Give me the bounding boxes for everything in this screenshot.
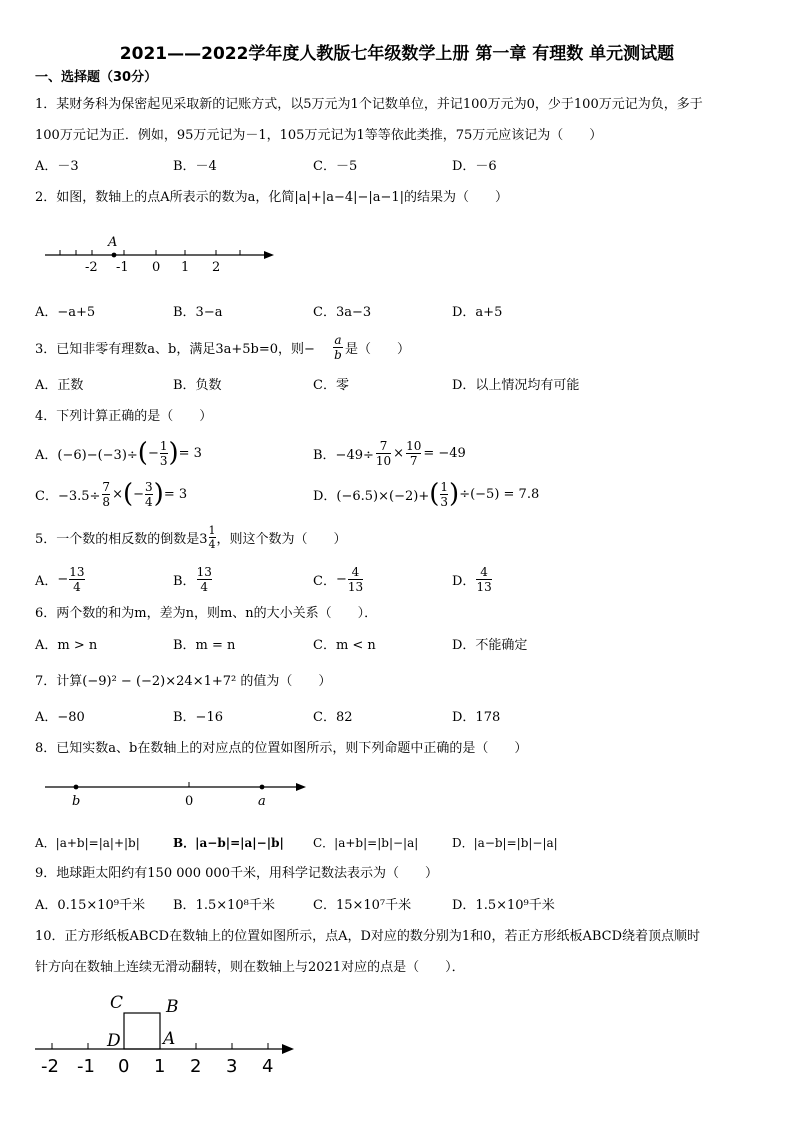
- q4-stem: 4．下列计算正确的是（ ）: [35, 409, 213, 424]
- fraction-num: 7: [102, 479, 111, 494]
- fraction-num: 4: [476, 565, 491, 580]
- sign: −: [57, 571, 69, 587]
- times-sign: ×: [393, 445, 405, 461]
- fraction-den: 4: [200, 579, 209, 594]
- tick-label: 4: [262, 1056, 274, 1077]
- q10-square-diagram: [30, 990, 300, 1080]
- tick-label: 0: [118, 1056, 130, 1077]
- paren-close: ): [449, 479, 460, 509]
- tick-label: 2: [190, 1056, 202, 1077]
- q4-b-text: B．−49÷: [313, 447, 374, 463]
- tick-label: -2: [85, 260, 98, 275]
- q7-option-c: C．82: [313, 710, 353, 725]
- tick-label: 0: [152, 260, 161, 275]
- q3-option-a: A．正数: [35, 378, 84, 393]
- q8-number-line: [40, 775, 310, 810]
- fraction-den: 10: [375, 453, 392, 468]
- paren-open: (: [122, 479, 134, 509]
- q10-stem-line1: 10．正方形纸板ABCD在数轴上的位置如图所示，点A，D对应的数分别为1和0，若正方形纸板ABCD绕着顶点顺时: [35, 929, 701, 944]
- minus-sign: −: [147, 445, 159, 461]
- paren-open: (: [137, 438, 148, 468]
- fraction-den: 13: [347, 579, 364, 594]
- q3-fraction: [333, 333, 343, 362]
- fraction: [376, 439, 391, 468]
- tick-label: -1: [116, 260, 129, 275]
- q8-stem: 8．已知实数a、b在数轴上的对应点的位置如图所示，则下列命题中正确的是（ ）: [35, 741, 528, 756]
- q7-option-d: D．178: [452, 710, 501, 725]
- q7-option-b: B．−16: [173, 710, 223, 725]
- vertex-c-label: C: [110, 993, 124, 1013]
- point-a-dot: [260, 785, 265, 790]
- q8-option-b: B．|a−b|=|a|−|b|: [173, 836, 284, 850]
- point-a-label: a: [258, 794, 266, 809]
- mixed-fraction: [209, 524, 216, 551]
- fraction: [406, 439, 421, 468]
- q9-stem: 9．地球距太阳约有150 000 000千米，用科学记数法表示为（ ）: [35, 866, 438, 881]
- point-a-label: A: [108, 235, 118, 250]
- q5-option-a: [35, 562, 86, 596]
- q4-a-text: A．(−6)−(−3)÷: [35, 447, 138, 463]
- q7-option-a: A．−80: [35, 710, 85, 725]
- fraction-den: 13: [476, 579, 492, 594]
- paren-open: (: [429, 479, 440, 509]
- sign: −: [335, 571, 347, 587]
- fraction-num: 3: [145, 479, 153, 494]
- q2-option-b: B．3−a: [173, 305, 223, 320]
- point-b-label: b: [72, 794, 81, 809]
- option-label: D．: [452, 573, 476, 589]
- tick-label: 2: [212, 260, 221, 275]
- fraction-num: 1: [159, 438, 168, 453]
- fraction-num: 7: [376, 439, 391, 454]
- q1-option-d: D．－6: [452, 159, 497, 174]
- q4-c-result: = 3: [163, 486, 188, 502]
- q5-option-d: [452, 562, 493, 596]
- page-title: 2021——2022学年度人教版七年级数学上册 第一章 有理数 单元测试题: [119, 44, 675, 64]
- q6-option-a: A．m > n: [35, 638, 98, 653]
- q4-d-text: D．(−6.5)×(−2)+: [313, 488, 430, 504]
- q2-option-a: A．−a+5: [35, 305, 96, 320]
- q6-stem: 6．两个数的和为m，差为n，则m、n的大小关系（ ）．: [35, 606, 378, 621]
- fraction-den: 3: [440, 494, 449, 509]
- fraction-den: 4: [145, 494, 153, 509]
- fraction-den: 4: [73, 579, 81, 594]
- fraction-num: 1: [440, 479, 449, 494]
- q3-option-b: B．负数: [173, 378, 222, 393]
- fraction: [476, 565, 491, 594]
- option-label: C．: [313, 573, 336, 589]
- q3-option-c: C．零: [313, 378, 349, 393]
- minus-sign: −: [133, 486, 145, 502]
- fraction: [102, 480, 110, 509]
- fraction-den: 4: [208, 537, 216, 551]
- q10-stem-line2: 针方向在数轴上连续无滑动翻转，则在数轴上与2021对应的点是（ ）．: [35, 960, 465, 975]
- q4-c-text: C．−3.5÷: [35, 488, 101, 504]
- fraction: [145, 480, 153, 509]
- paren-close: ): [153, 479, 164, 509]
- paren-close: ): [168, 438, 179, 468]
- fraction-den: 7: [409, 453, 418, 468]
- q7-stem: 7．计算(−9)² − (−2)×24×1+7² 的值为（ ）: [35, 674, 332, 689]
- vertex-a-label: A: [163, 1029, 176, 1049]
- fraction-den: 3: [159, 453, 168, 468]
- q6-option-c: C．m < n: [313, 638, 376, 653]
- times-sign: ×: [112, 486, 123, 502]
- q4-option-b: [313, 436, 466, 470]
- q6-option-b: B．m = n: [173, 638, 236, 653]
- fraction: [440, 480, 448, 509]
- q1-option-a: A．－3: [35, 159, 79, 174]
- square-abcd: [124, 1013, 160, 1049]
- tick-label: -1: [77, 1056, 95, 1077]
- q1-option-c: C．－5: [313, 159, 358, 174]
- point-b-dot: [74, 785, 79, 790]
- fraction-num: 13: [69, 564, 85, 579]
- q1-option-b: B．－4: [173, 159, 217, 174]
- vertex-d-label: D: [107, 1031, 121, 1051]
- q4-b-result: = −49: [423, 445, 466, 461]
- q6-option-d: D．不能确定: [452, 638, 528, 653]
- section-heading: 一、选择题（30分）: [35, 70, 158, 85]
- q1-stem-line2: 100万元记为正．例如，95万元记为－1，105万元记为1等等依此类推，75万元应该记为（ ）: [35, 128, 603, 143]
- fraction: [69, 565, 84, 594]
- option-label: A．: [35, 573, 58, 589]
- q8-option-a: A．|a+b|=|a|+|b|: [35, 836, 140, 850]
- q9-option-b: B．1.5×10⁸千米: [173, 898, 275, 913]
- q3-fraction-numerator: a: [334, 333, 342, 347]
- q4-a-result: = 3: [178, 445, 202, 461]
- vertex-b-label: B: [166, 997, 179, 1017]
- q8-option-c: C．|a+b|=|b|−|a|: [313, 836, 419, 850]
- q2-option-c: C．3a−3: [313, 305, 372, 320]
- fraction-num: 4: [348, 565, 363, 580]
- point-a-dot: [112, 253, 117, 258]
- fraction: [160, 439, 168, 468]
- fraction: [348, 565, 363, 594]
- q5-option-b: [173, 562, 213, 596]
- q2-number-line: [40, 230, 280, 275]
- tick-label: -2: [41, 1056, 59, 1077]
- q3-stem-part2: 是（ ）: [345, 342, 411, 357]
- q9-option-a: A．0.15×10⁹千米: [35, 898, 145, 913]
- tick-label: 1: [154, 1056, 166, 1077]
- option-label: B．: [173, 573, 196, 589]
- fraction-num: 1: [208, 523, 216, 537]
- q3-fraction-denominator: b: [334, 348, 342, 362]
- q5-stem: [35, 521, 347, 553]
- q3-stem-part1: 3．已知非零有理数a、b，满足3a+5b=0，则−: [35, 342, 315, 357]
- origin-label: 0: [185, 794, 194, 809]
- tick-label: 1: [181, 260, 190, 275]
- fraction-num: 13: [196, 564, 212, 579]
- q4-option-a: [35, 436, 202, 470]
- q5-stem-part2: ，则这个数为（ ）: [216, 531, 347, 547]
- fraction-num: 10: [406, 438, 422, 453]
- q2-stem: 2．如图，数轴上的点A所表示的数为a，化简|a|+|a−4|−|a−1|的结果为（ ）: [35, 190, 509, 205]
- q9-option-c: C．15×10⁷千米: [313, 898, 412, 913]
- q3-option-d: D．以上情况均有可能: [452, 378, 580, 393]
- q1-stem-line1: 1．某财务科为保密起见采取新的记账方式，以5万元为1个记数单位，并记100万元为0，少于100万元记为负，多于: [35, 97, 703, 112]
- fraction: [197, 565, 212, 594]
- q9-option-d: D．1.5×10⁹千米: [452, 898, 555, 913]
- q8-option-d: D．|a−b|=|b|−|a|: [452, 836, 558, 850]
- fraction-den: 8: [102, 494, 111, 509]
- q2-option-d: D．a+5: [452, 305, 503, 320]
- q4-option-c: [35, 477, 187, 511]
- q5-stem-part1: 5．一个数的相反数的倒数是3: [35, 531, 208, 547]
- q4-d-result: ÷(−5) = 7.8: [459, 486, 540, 502]
- tick-label: 3: [226, 1056, 238, 1077]
- q5-option-c: [313, 562, 364, 596]
- q4-option-d: [313, 477, 539, 511]
